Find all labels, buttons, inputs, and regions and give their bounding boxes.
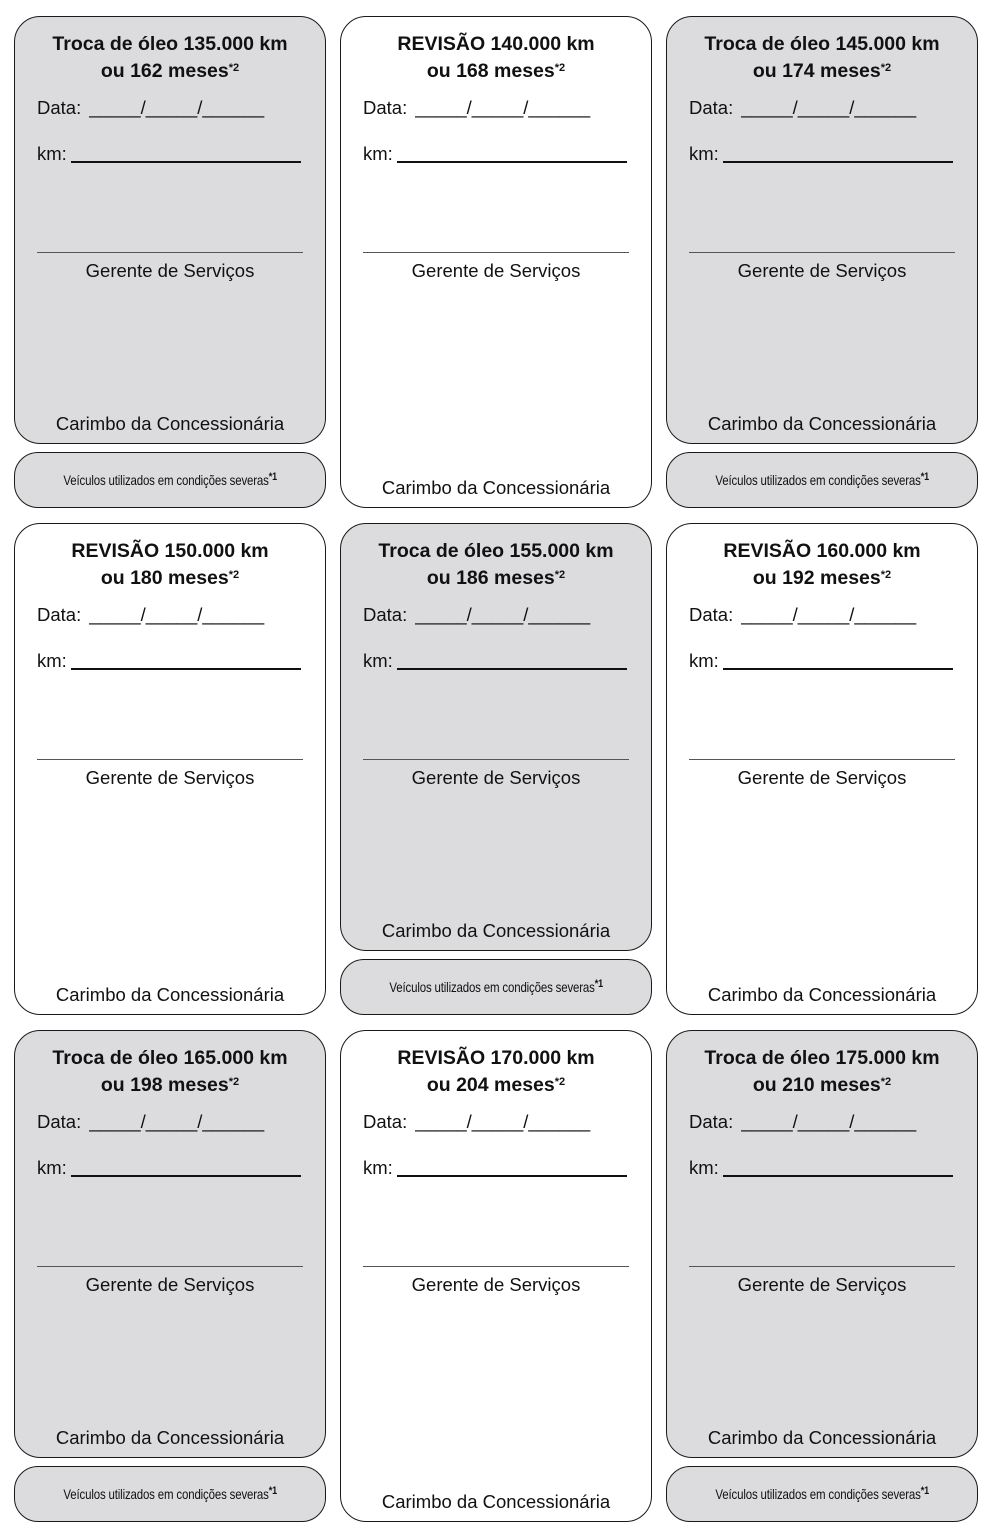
- card-subtitle: ou 204 meses: [426, 1074, 555, 1096]
- date-label: Data:: [363, 604, 408, 625]
- card-title: [15, 538, 325, 592]
- km-field-line[interactable]: [71, 668, 301, 670]
- card-title-line1: Troca de óleo 145.000 km: [704, 33, 940, 55]
- severe-conditions-note: [666, 452, 978, 508]
- date-blank: _____/_____/______: [89, 604, 265, 625]
- dealer-stamp-label: Carimbo da Concessionária: [55, 413, 285, 434]
- severe-conditions-label: Veículos utilizados em condições severas: [715, 472, 921, 488]
- km-field-line[interactable]: [71, 161, 301, 163]
- revision-card-4: [14, 523, 326, 1015]
- severe-conditions-text: [389, 979, 602, 995]
- date-field[interactable]: [37, 604, 264, 626]
- km-field-line[interactable]: [723, 668, 953, 670]
- service-manager-label: Gerente de Serviços: [737, 1274, 907, 1295]
- service-manager-label: Gerente de Serviços: [737, 767, 907, 788]
- service-manager-label: Gerente de Serviços: [411, 767, 581, 788]
- card-title-line1: REVISÃO 160.000 km: [723, 540, 921, 562]
- months-footnote-mark: *2: [554, 62, 566, 74]
- date-field[interactable]: [363, 1111, 590, 1133]
- months-footnote-mark: *2: [554, 569, 566, 581]
- months-footnote-mark: *2: [228, 62, 240, 74]
- oil-change-card-9: [666, 1030, 978, 1458]
- severe-conditions-note: [666, 1466, 978, 1522]
- card-title-line2: [667, 58, 977, 85]
- card-title-line1: Troca de óleo 155.000 km: [378, 540, 614, 562]
- card-subtitle: ou 198 meses: [100, 1074, 229, 1096]
- km-label: km:: [363, 650, 393, 671]
- severe-conditions-label: Veículos utilizados em condições severas: [63, 472, 269, 488]
- dealer-stamp-label: Carimbo da Concessionária: [55, 1427, 285, 1448]
- date-blank: _____/_____/______: [741, 97, 917, 118]
- months-footnote-mark: *2: [880, 62, 892, 74]
- card-title-line2: [341, 565, 651, 592]
- card-title-line2: [15, 1072, 325, 1099]
- date-field[interactable]: [689, 97, 916, 119]
- signature-line[interactable]: [37, 759, 303, 760]
- km-field-line[interactable]: [723, 1175, 953, 1177]
- service-manager-label: Gerente de Serviços: [411, 260, 581, 281]
- dealer-stamp-label: Carimbo da Concessionária: [707, 413, 937, 434]
- severe-footnote-mark: *1: [920, 1485, 929, 1497]
- card-title-line2: [15, 565, 325, 592]
- date-label: Data:: [689, 97, 734, 118]
- severe-conditions-label: Veículos utilizados em condições severas: [389, 979, 595, 995]
- date-field[interactable]: [37, 97, 264, 119]
- date-label: Data:: [37, 604, 82, 625]
- date-field[interactable]: [689, 604, 916, 626]
- card-title-line2: [15, 58, 325, 85]
- card-title-line2: [341, 1072, 651, 1099]
- oil-change-card-1: [14, 16, 326, 444]
- severe-conditions-text: [715, 472, 928, 488]
- months-footnote-mark: *2: [228, 1076, 240, 1088]
- severe-conditions-text: [63, 1486, 276, 1502]
- dealer-stamp-label: Carimbo da Concessionária: [381, 477, 611, 498]
- revision-card-2: [340, 16, 652, 508]
- date-label: Data:: [689, 604, 734, 625]
- date-label: Data:: [363, 1111, 408, 1132]
- km-label: km:: [689, 143, 719, 164]
- date-blank: _____/_____/______: [741, 604, 917, 625]
- revision-card-8: [340, 1030, 652, 1522]
- card-title-line2: [667, 565, 977, 592]
- date-blank: _____/_____/______: [89, 97, 265, 118]
- months-footnote-mark: *2: [880, 1076, 892, 1088]
- severe-conditions-text: [63, 472, 276, 488]
- severe-conditions-label: Veículos utilizados em condições severas: [715, 1486, 921, 1502]
- dealer-stamp-label: Carimbo da Concessionária: [381, 920, 611, 941]
- km-label: km:: [37, 143, 67, 164]
- date-label: Data:: [37, 97, 82, 118]
- severe-conditions-note: [14, 452, 326, 508]
- card-subtitle: ou 180 meses: [100, 567, 229, 589]
- card-subtitle: ou 162 meses: [100, 60, 229, 82]
- service-manager-label: Gerente de Serviços: [85, 260, 255, 281]
- months-footnote-mark: *2: [554, 1076, 566, 1088]
- km-label: km:: [689, 650, 719, 671]
- date-label: Data:: [37, 1111, 82, 1132]
- dealer-stamp-label: Carimbo da Concessionária: [707, 1427, 937, 1448]
- date-blank: _____/_____/______: [415, 97, 591, 118]
- date-label: Data:: [689, 1111, 734, 1132]
- signature-line[interactable]: [689, 1266, 955, 1267]
- card-title: [341, 31, 651, 85]
- card-subtitle: ou 186 meses: [426, 567, 555, 589]
- km-field-line[interactable]: [397, 161, 627, 163]
- severe-conditions-text: [715, 1486, 928, 1502]
- signature-line[interactable]: [689, 252, 955, 253]
- months-footnote-mark: *2: [880, 569, 892, 581]
- date-field[interactable]: [363, 604, 590, 626]
- dealer-stamp-label: Carimbo da Concessionária: [381, 1491, 611, 1512]
- card-title: [667, 538, 977, 592]
- card-title-line1: Troca de óleo 175.000 km: [704, 1047, 940, 1069]
- card-title-line2: [667, 1072, 977, 1099]
- card-subtitle: ou 192 meses: [752, 567, 881, 589]
- card-title-line1: Troca de óleo 165.000 km: [52, 1047, 288, 1069]
- card-subtitle: ou 210 meses: [752, 1074, 881, 1096]
- severe-conditions-note: [14, 1466, 326, 1522]
- signature-line[interactable]: [37, 1266, 303, 1267]
- dealer-stamp-label: Carimbo da Concessionária: [707, 984, 937, 1005]
- severe-footnote-mark: *1: [268, 471, 277, 483]
- date-blank: _____/_____/______: [89, 1111, 265, 1132]
- km-label: km:: [363, 143, 393, 164]
- date-field[interactable]: [689, 1111, 916, 1133]
- signature-line[interactable]: [689, 759, 955, 760]
- card-subtitle: ou 168 meses: [426, 60, 555, 82]
- service-manager-label: Gerente de Serviços: [85, 767, 255, 788]
- signature-line[interactable]: [363, 759, 629, 760]
- km-label: km:: [37, 650, 67, 671]
- km-label: km:: [363, 1157, 393, 1178]
- date-field[interactable]: [363, 97, 590, 119]
- card-title-line1: REVISÃO 140.000 km: [397, 33, 595, 55]
- oil-change-card-5: [340, 523, 652, 951]
- signature-line[interactable]: [37, 252, 303, 253]
- km-field-line[interactable]: [71, 1175, 301, 1177]
- card-title: [341, 538, 651, 592]
- service-manager-label: Gerente de Serviços: [737, 260, 907, 281]
- card-subtitle: ou 174 meses: [752, 60, 881, 82]
- km-label: km:: [37, 1157, 67, 1178]
- km-label: km:: [689, 1157, 719, 1178]
- date-blank: _____/_____/______: [415, 1111, 591, 1132]
- km-field-line[interactable]: [723, 161, 953, 163]
- date-label: Data:: [363, 97, 408, 118]
- card-title-line2: [341, 58, 651, 85]
- km-field-line[interactable]: [397, 1175, 627, 1177]
- card-title-line1: REVISÃO 150.000 km: [71, 540, 269, 562]
- card-title-line1: Troca de óleo 135.000 km: [52, 33, 288, 55]
- card-title: [341, 1045, 651, 1099]
- card-title: [667, 1045, 977, 1099]
- months-footnote-mark: *2: [228, 569, 240, 581]
- card-title: [15, 1045, 325, 1099]
- oil-change-card-7: [14, 1030, 326, 1458]
- oil-change-card-3: [666, 16, 978, 444]
- date-field[interactable]: [37, 1111, 264, 1133]
- revision-card-6: [666, 523, 978, 1015]
- date-blank: _____/_____/______: [415, 604, 591, 625]
- severe-conditions-label: Veículos utilizados em condições severas: [63, 1486, 269, 1502]
- service-manager-label: Gerente de Serviços: [85, 1274, 255, 1295]
- date-blank: _____/_____/______: [741, 1111, 917, 1132]
- signature-line[interactable]: [363, 1266, 629, 1267]
- signature-line[interactable]: [363, 252, 629, 253]
- service-manager-label: Gerente de Serviços: [411, 1274, 581, 1295]
- severe-footnote-mark: *1: [268, 1485, 277, 1497]
- card-title-line1: REVISÃO 170.000 km: [397, 1047, 595, 1069]
- severe-footnote-mark: *1: [920, 471, 929, 483]
- card-title: [667, 31, 977, 85]
- card-title: [15, 31, 325, 85]
- km-field-line[interactable]: [397, 668, 627, 670]
- severe-footnote-mark: *1: [594, 978, 603, 990]
- severe-conditions-note: [340, 959, 652, 1015]
- dealer-stamp-label: Carimbo da Concessionária: [55, 984, 285, 1005]
